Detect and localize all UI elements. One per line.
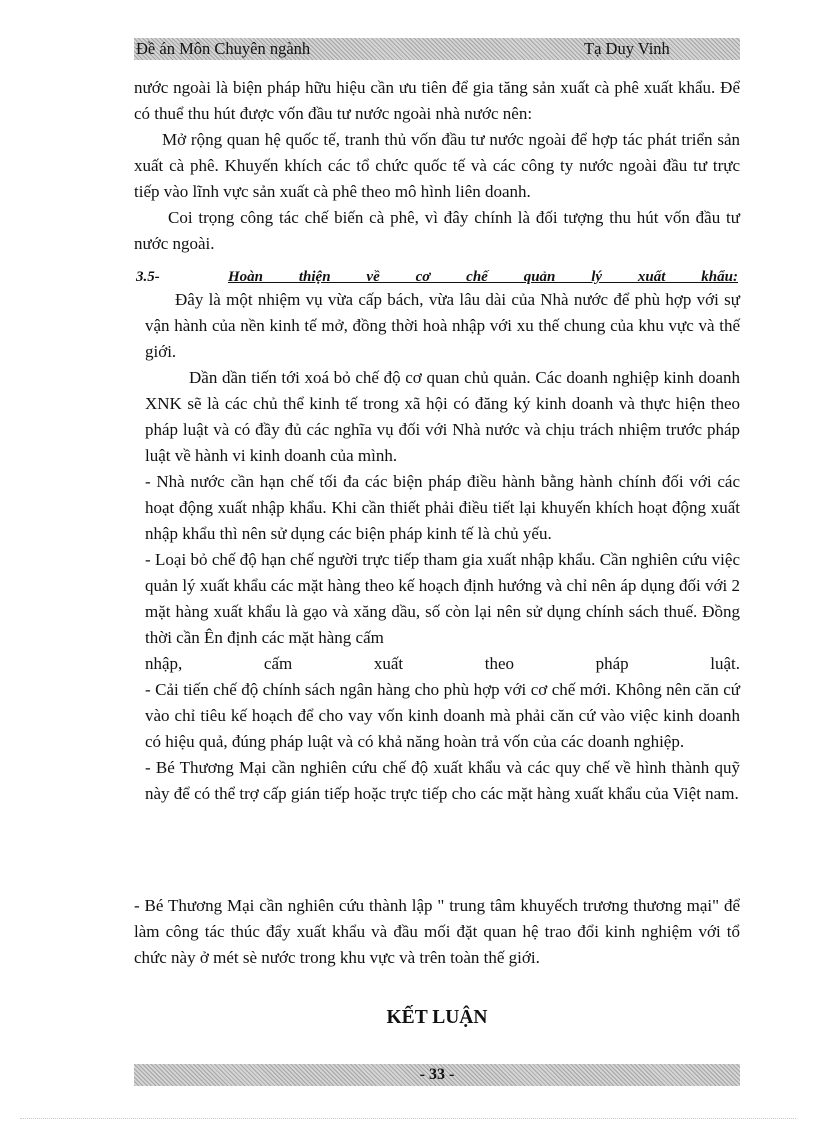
section-title: Hoàn thiện về cơ chế quản lý xuất khẩu:: [228, 269, 738, 285]
paragraph: Dần dần tiến tới xoá bỏ chế độ cơ quan chủ quản. Các doanh nghiệp kinh doanh XNK sẽ là các chủ thể kinh tế trong xã hội có đăng ký kinh doanh và thực hiện theo pháp luật và có đầy đủ các nghĩa vụ đối với Nhà nước và chịu trách nhiệm trước pháp luật về hành vi kinh doanh của mình.: [145, 368, 740, 465]
paragraph: Đây là một nhiệm vụ vừa cấp bách, vừa lâu dài của Nhà nước để phù hợp với sự vận hành của nền kinh tế mở, đồng thời hoà nhập với xu thế chung của khu vực và thế giới.: [145, 290, 740, 361]
header-author: Tạ Duy Vinh: [584, 39, 670, 58]
intro-text: [134, 75, 740, 257]
page-bottom-divider: [20, 1118, 796, 1119]
bullet-paragraph: - Nhà nước cần hạn chế tối đa các biện pháp điều hành bằng hành chính đối với các hoạt động xuất nhập khẩu. Khi cần thiết phải điều tiết lại khuyến khích hoạt động xuất nhập khẩu thì nên sử dụng các biện pháp kinh tế là chủ yếu.: [145, 472, 740, 543]
paragraph-line: nhập, cấm xuất theo pháp luật.: [145, 654, 740, 673]
page-number: - 33 -: [419, 1066, 455, 1083]
paragraph: Mở rộng quan hệ quốc tế, tranh thủ vốn đầu tư nước ngoài để hợp tác phát triển sản xuất cà phê. Khuyến khích các tổ chức quốc tế và các công ty nước ngoài đầu tư trực tiếp vào lĩnh vực sản xuất cà phê theo mô hình liên doanh.: [134, 130, 740, 201]
bullet-paragraph: - Cải tiến chế độ chính sách ngân hàng cho phù hợp với cơ chế mới. Không nên căn cứ vào chỉ tiêu kế hoạch để cho vay vốn kinh doanh mà phải căn cứ vào việc kinh doanh có hiệu quả, đúng pháp luật và có khả năng hoàn trả vốn của các doanh nghiệp.: [145, 680, 740, 751]
paragraph: nước ngoài là biện pháp hữu hiệu cần ưu tiên để gia tăng sản xuất cà phê xuất khẩu. Để có thuể thu hút được vốn đầu tư nước ngoài nhà nước nên:: [134, 78, 740, 123]
closing-text: [134, 893, 740, 971]
bullet-paragraph: - Bé Thương Mại cần nghiên cứu thành lập " trung tâm khuyếch trương thương mại" để làm công tác thúc đẩy xuất khẩu và đầu mối đặt quan hệ trao đổi kinh nghiệm với tổ chức này ở mét sè nước trong khu vực và trên toàn thế giới.: [134, 896, 740, 967]
bullet-paragraph: - Bé Thương Mại cần nghiên cứu chế độ xuất khẩu và các quy chế về hình thành quỹ này để có thể trợ cấp gián tiếp hoặc trực tiếp cho các mặt hàng xuất khẩu của Việt nam.: [145, 758, 740, 803]
section-number: 3.5-: [136, 269, 160, 285]
page-header: [134, 38, 740, 60]
page-footer: [134, 1064, 740, 1086]
header-course-title: Đề án Môn Chuyên ngành: [136, 39, 311, 58]
paragraph: Coi trọng công tác chế biến cà phê, vì đây chính là đối tượng thu hút vốn đầu tư nước ngoài.: [134, 208, 740, 253]
conclusion-heading: KẾT LUẬN: [386, 1007, 488, 1028]
bullet-paragraph: - Loại bỏ chế độ hạn chế người trực tiếp tham gia xuất nhập khẩu. Cần nghiên cứu việc quản lý xuất khẩu các mặt hàng theo kế hoạch định hướng và chỉ nên áp dụng đối với 2 mặt hàng xuất khẩu là gạo và xăng dầu, số còn lại nên sử dụng chính sách thuế. Đồng thời cần Ên định các mặt hàng cấm: [145, 550, 740, 647]
section-text: [145, 287, 740, 807]
